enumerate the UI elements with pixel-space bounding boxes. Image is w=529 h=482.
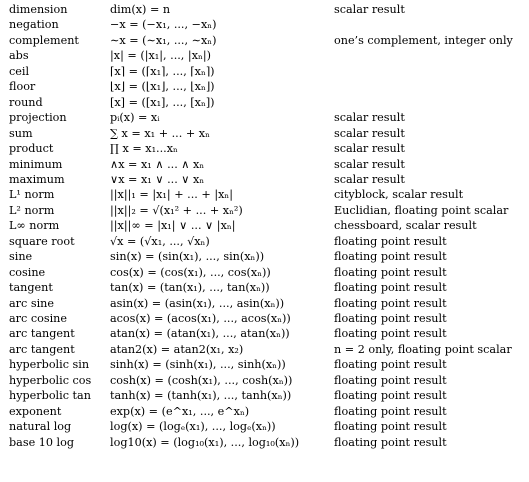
operation-note: scalar result [334, 142, 405, 156]
table-row [0, 64, 529, 79]
operation-name: cosine [9, 265, 46, 279]
operation-name: arc tangent [9, 342, 75, 356]
table-row [0, 311, 529, 326]
operation-name: arc cosine [9, 312, 67, 325]
operation-note: floating point result [334, 404, 447, 418]
operation-name: exponent [9, 404, 62, 418]
operation-note: scalar result [334, 126, 405, 140]
operation-note: floating point result [334, 281, 447, 295]
operation-note: floating point result [334, 234, 447, 248]
operation-note: Euclidian, floating point scalar [334, 203, 509, 217]
table-row [0, 126, 529, 141]
table-row [0, 17, 529, 32]
operation-note: floating point result [334, 435, 447, 449]
operation-name: abs [9, 49, 29, 63]
operation-name: hyperbolic sin [9, 358, 90, 372]
operation-note: floating point result [334, 358, 447, 372]
table-row [0, 280, 529, 295]
operation-formula: [x] = ([x₁], ..., [xₙ]) [110, 95, 215, 109]
table-row [0, 357, 529, 372]
operation-note: floating point result [334, 312, 447, 325]
operation-formula: ⌈x⌉ = (⌈x₁⌉, ..., ⌈xₙ⌉) [110, 64, 215, 78]
operation-formula: tanh(x) = (tanh(x₁), ..., tanh(xₙ)) [110, 389, 292, 403]
operation-formula: sinh(x) = (sinh(x₁), ..., sinh(xₙ)) [110, 358, 286, 372]
table-row [0, 95, 529, 110]
operation-name: complement [9, 33, 79, 47]
operation-formula: ∼x = (∼x₁, ..., ∼xₙ) [110, 33, 217, 47]
operation-formula: cos(x) = (cos(x₁), ..., cos(xₙ)) [110, 265, 271, 279]
operation-name: arc sine [9, 296, 54, 310]
operation-formula: |x| = (|x₁|, ..., |xₙ|) [110, 49, 211, 63]
table-row [0, 419, 529, 434]
operation-note: floating point result [334, 389, 447, 403]
operation-name: square root [9, 234, 75, 248]
operation-name: negation [9, 18, 59, 32]
operation-formula: log10(x) = (log₁₀(x₁), ..., log₁₀(xₙ)) [110, 435, 300, 449]
operation-name: L¹ norm [9, 188, 55, 202]
operation-formula: sin(x) = (sin(x₁), ..., sin(xₙ)) [110, 250, 265, 264]
operation-note: scalar result [334, 172, 405, 186]
table-row [0, 2, 529, 17]
table-row [0, 342, 529, 357]
table-row [0, 157, 529, 172]
table-row [0, 79, 529, 94]
operation-formula: exp(x) = (e^x₁, ..., e^xₙ) [110, 404, 250, 418]
table-row [0, 265, 529, 280]
operation-note: n = 2 only, floating point scalar [334, 342, 512, 356]
table-row [0, 172, 529, 187]
operation-note: scalar result [334, 3, 405, 16]
operation-formula: atan2(x) = atan2(x₁, x₂) [110, 342, 244, 356]
table-row [0, 33, 529, 48]
table-row [0, 187, 529, 202]
operation-formula: acos(x) = (acos(x₁), ..., acos(xₙ)) [110, 312, 291, 325]
operation-note: one’s complement, integer only [334, 33, 513, 47]
operation-formula: √x = (√x₁, ..., √xₙ) [110, 234, 210, 248]
operation-note: floating point result [334, 296, 447, 310]
operation-formula: ||x||₂ = √(x₁² + ... + xₙ²) [110, 203, 243, 217]
operation-name: arc tangent [9, 327, 75, 341]
operation-formula: dim(x) = n [110, 3, 171, 16]
operation-formula: asin(x) = (asin(x₁), ..., asin(xₙ)) [110, 296, 285, 310]
table-row [0, 203, 529, 218]
operation-note: scalar result [334, 111, 405, 125]
table-row [0, 110, 529, 125]
operation-note: floating point result [334, 250, 447, 264]
operation-name: base 10 log [9, 435, 75, 449]
operation-name: hyperbolic cos [9, 373, 92, 387]
operation-name: round [9, 95, 43, 109]
operation-note: floating point result [334, 265, 447, 279]
operation-name: sine [9, 250, 33, 264]
operation-formula: atan(x) = (atan(x₁), ..., atan(xₙ)) [110, 327, 290, 341]
operation-formula: ||x||₁ = |x₁| + ... + |xₙ| [110, 188, 234, 202]
table-row [0, 435, 529, 450]
operation-name: L² norm [9, 203, 55, 217]
table-row [0, 388, 529, 403]
operation-note: floating point result [334, 420, 447, 434]
operation-name: natural log [9, 420, 72, 434]
table-row [0, 234, 529, 249]
operation-formula: ||x||∞ = |x₁| ∨ ... ∨ |xₙ| [110, 219, 236, 233]
operation-name: tangent [9, 281, 53, 295]
operation-formula: −x = (−x₁, ..., −xₙ) [110, 18, 217, 32]
operation-name: maximum [9, 172, 65, 186]
table-row [0, 48, 529, 63]
operation-name: ceil [9, 64, 30, 78]
operation-formula: ∨x = x₁ ∨ ... ∨ xₙ [110, 172, 205, 186]
operation-formula: ∧x = x₁ ∧ ... ∧ xₙ [110, 157, 205, 171]
operation-name: minimum [9, 157, 63, 171]
table-row [0, 249, 529, 264]
table-row [0, 141, 529, 156]
operation-formula: ⌊x⌋ = (⌊x₁⌋, ..., ⌊xₙ⌋) [110, 80, 215, 94]
operation-note: floating point result [334, 373, 447, 387]
operation-note: chessboard, scalar result [334, 219, 477, 233]
operation-note: cityblock, scalar result [334, 188, 464, 202]
operation-name: hyperbolic tan [9, 389, 91, 403]
table-row [0, 326, 529, 341]
operation-name: dimension [9, 3, 68, 16]
operation-name: product [9, 142, 54, 156]
table-row [0, 404, 529, 419]
operation-formula: tan(x) = (tan(x₁), ..., tan(xₙ)) [110, 281, 270, 295]
table-row [0, 296, 529, 311]
operation-name: L∞ norm [9, 219, 60, 233]
table-row [0, 218, 529, 233]
operation-name: floor [9, 80, 36, 94]
operation-name: sum [9, 126, 33, 140]
operation-formula: ∑ x = x₁ + ... + xₙ [110, 126, 210, 140]
operation-note: scalar result [334, 157, 405, 171]
table-row [0, 373, 529, 388]
operation-formula: cosh(x) = (cosh(x₁), ..., cosh(xₙ)) [110, 373, 293, 387]
operation-note: floating point result [334, 327, 447, 341]
operation-name: projection [9, 111, 67, 125]
operation-formula: pᵢ(x) = xᵢ [110, 111, 160, 125]
operation-formula: ∏ x = x₁...xₙ [110, 142, 178, 156]
operation-formula: log(x) = (logₑ(x₁), ..., logₑ(xₙ)) [110, 420, 276, 434]
